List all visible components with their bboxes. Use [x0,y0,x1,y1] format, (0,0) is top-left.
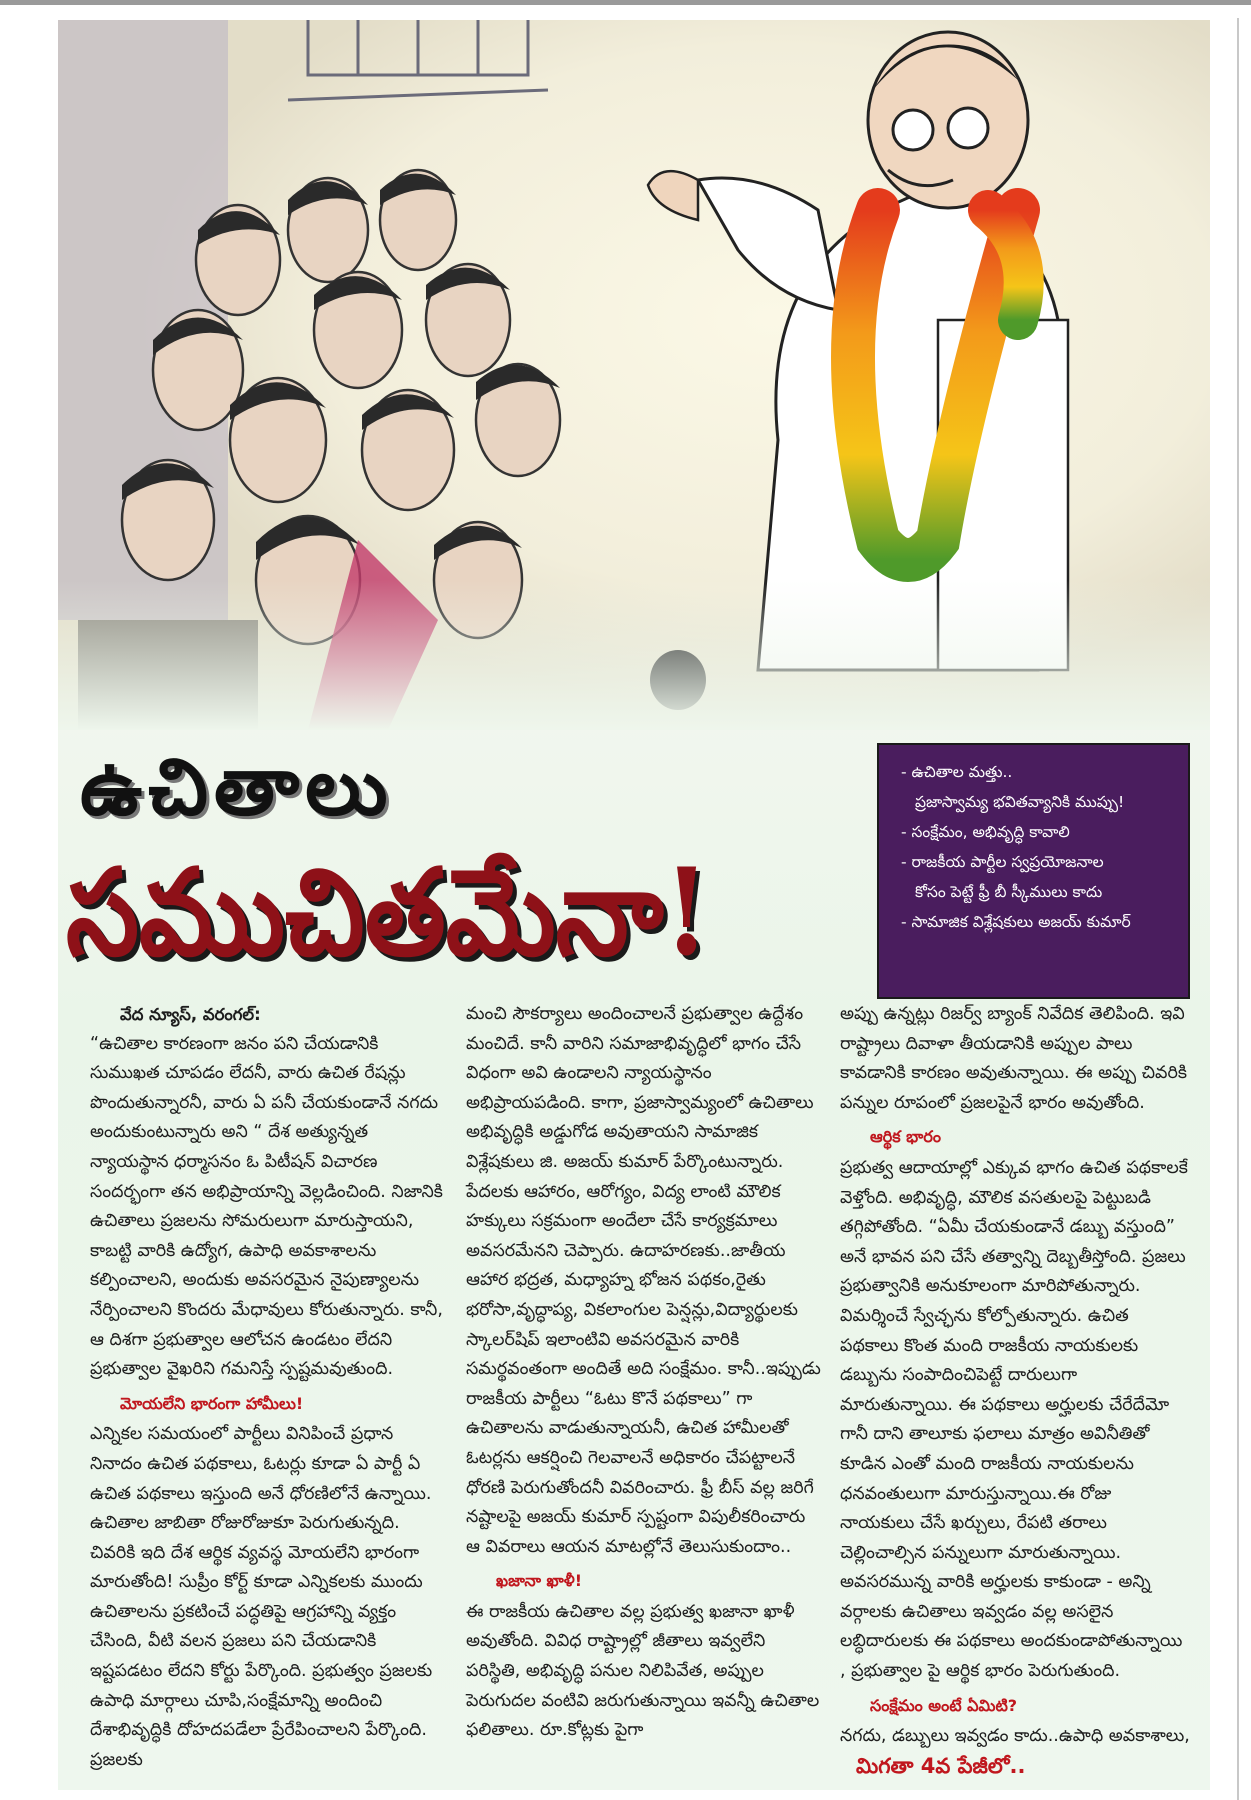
article-paragraph: ఈ రాజకీయ ఉచితాల వల్ల ప్రభుత్వ ఖజానా ఖాళీ అవుతోంది. వివిధ రాష్ట్రాల్లో జీతాలు ఇవ్వలేని పరిస్థితి, అభివృద్ధి పనుల నిలిపివేత, అప్పుల పెరుగుదల వంటివి జరుగుతున్నాయి ఇవన్నీ ఉచితాల ఫలితాలు. రూ.కోట్లకు పైగా [466,1601,820,1741]
subheading: ఖజానా ఖాళీ! [496,1571,583,1591]
continued-on-page-note: మిగతా 4వ పేజీలో.. [856,1753,1026,1778]
subheading: సంక్షేమం అంటే ఏమిటి? [870,1695,1018,1715]
highlight-line: ప్రజాస్వామ్య భవితవ్యానికి ముప్పు! [915,793,1125,811]
article-paragraph-final [840,1722,1190,1783]
article-paragraph: “ఉచితాల కారణంగా జనం పని చేయడానికి సుముఖత చూపడం లేదనీ, వారు ఉచిత రేషన్లు పొందుతున్నారనీ, వారు ఏ పనీ చేయకుండానే నగదు అందుకుంటున్నారు అని “ దేశ అత్యున్నత న్యాయస్థాన ధర్మాసనం ఓ పిటీషన్ విచారణ సందర్భంగా తన అభిప్రాయాన్ని వెల్లడించింది. నిజానికి ఉచితాలు ప్రజలను సోమరులుగా మారుస్తాయని, కాబట్టి వారికి ఉద్యోగ, ఉపాధి అవకాశాలను కల్పించాలని, అందుకు అవసరమైన నైపుణ్యాలను నేర్పించాలని కొందరు మేధావులు కోరుతున్నారు. కానీ, ఆ దిశగా ప్రభుత్వాల ఆలోచన ఉండటం లేదని ప్రభుత్వాల వైఖరిని గమనిస్తే స్పష్టమవుతుంది. [90,1033,443,1380]
article-paragraph: అప్పు ఉన్నట్లు రిజర్వ్ బ్యాంక్ నివేదిక తెలిపింది. ఇవి రాష్ట్రాలు దివాళా తీయడానికి అప్పుల పాలు కావడానికి కారణం అవుతున్నాయి. ఈ అప్పు చివరికి పన్నుల రూపంలో ప్రజలపైనే భారం అవుతోంది. [840,1004,1188,1113]
headline-line-2: సముచితమేనా! [66,841,710,983]
dateline: వేద న్యూస్, వరంగల్: [120,1005,261,1024]
article-paragraph: ప్రభుత్వ ఆదాయాల్లో ఎక్కువ భాగం ఉచిత పథకాలకే వెళ్తోంది. అభివృద్ధి, మౌలిక వసతులపై పెట్టుబడి తగ్గిపోతోంది. “ఏమీ చేయకుండానే డబ్బు వస్తుంది” అనే భావన పని చేసే తత్వాన్ని దెబ్బతీస్తోంది. ప్రజలు ప్రభుత్వానికి అనుకూలంగా మారిపోతున్నారు. విమర్శించే స్వేచ్ఛను కోల్పోతున్నారు. ఉచిత పథకాలు కొంత మంది రాజకీయ నాయకులకు డబ్బును సంపాదించిపెట్టే దారులుగా మారుతున్నాయి. ఈ పథకాలు అర్హులకు చేరేదేమో గానీ దాని తాలూకు ఫలాలు మాత్రం అవినీతితో కూడిన ఎంతో మంది రాజకీయ నాయకులను ధనవంతులుగా మారుస్తున్నాయి.ఈ రోజు నాయకులు చేసే ఖర్చులు, రేపటి తరాలు చెల్లించాల్సిన పన్నులుగా మారుతున్నాయి. అవసరమున్న వారికి అర్హులకు కాకుండా - అన్ని వర్గాలకు ఉచితాలు ఇవ్వడం వల్ల అసలైన లబ్ధిదారులకు ఈ పథకాలు అందకుండాపోతున్నాయి , ప్రభుత్వాల పై ఆర్థిక భారం పెరుగుతుంది. [840,1157,1188,1682]
article-paragraph: ఎన్నికల సమయంలో పార్టీలు వినిపించే ప్రధాన నినాదం ఉచిత పథకాలు, ఓటర్లు కూడా ఏ పార్టీ ఏ ఉచిత పథకాలు ఇస్తుంది అనే ధోరణిలోనే ఉన్నాయి. ఉచితాల జాబితా రోజురోజుకూ పెరుగుతున్నది. చివరికి ఇది దేశ ఆర్థిక వ్యవస్థ మోయలేని భారంగా మారుతోంది! సుప్రీం కోర్ట్ కూడా ఎన్నికలకు ముందు ఉచితాలను ప్రకటించే పద్ధతిపై ఆగ్రహాన్ని వ్యక్తం చేసింది, వీటి వలన ప్రజలు పని చేయడానికి ఇష్టపడటం లేదని కోర్టు పేర్కొంది. ప్రభుత్వం ప్రజలకు ఉపాధి మార్గాలు చూపి,సంక్షేమాన్ని అందించి దేశాభివృద్ధికి దోహదపడేలా ప్రేరేపించాలని పేర్కొంది. ప్రజలకు [90,1424,433,1770]
article-column-2 [466,1000,823,1746]
article-paragraph: నగదు, డబ్బులు ఇవ్వడం కాదు..ఉపాధి అవకాశాలు, [840,1726,1190,1747]
headline-line-1: ఉచితాలు [80,742,394,833]
top-rule [0,0,1251,5]
highlight-line: - సామాజిక విశ్లేషకులు అజయ్ కుమార్ [901,913,1131,931]
subheading: మోయలేని భారంగా హామీలు! [120,1393,304,1413]
article-column-1 [90,1000,444,1775]
article-paragraph: మంచి సౌకర్యాలు అందించాలనే ప్రభుత్వాల ఉద్దేశం మంచిదే. కానీ వారిని సమాజాభివృద్ధిలో భాగం చేసే విధంగా అవి ఉండాలని న్యాయస్థానం అభిప్రాయపడింది. కాగా, ప్రజాస్వామ్యంలో ఉచితాలు అభివృద్ధికి అడ్డుగోడ అవుతాయని సామాజిక విశ్లేషకులు జి. అజయ్ కుమార్ పేర్కొంటున్నారు. పేదలకు ఆహారం, ఆరోగ్యం, విద్య లాంటి మౌలిక హక్కులు సక్రమంగా అందేలా చేసే కార్యక్రమాలు అవసరమేనని చెప్పారు. ఉదాహరణకు..జాతీయ ఆహార భద్రత, మధ్యాహ్న భోజన పథకం,రైతు భరోసా,వృద్ధాప్య, వికలాంగుల పెన్షన్లు,విద్యార్థులకు స్కాలర్‌షిప్ ఇలాంటివి అవసరమైన వారికి సమర్థవంతంగా అందితే అది సంక్షేమం. కానీ..ఇప్పుడు రాజకీయ పార్టీలు “ఓటు కొనే పథకాలు” గా ఉచితాలను వాడుతున్నాయనీ, ఉచిత హామీలతో ఓటర్లను ఆకర్షించి గెలవాలనే అధికారం చేపట్టాలనే ధోరణి పెరుగుతోందనీ వివరించారు. ఫ్రీ బీస్ వల్ల జరిగే నష్టాలపై అజయ్ కుమార్ స్పష్టంగా విపులీకరించారు ఆ వివరాలు ఆయన మాటల్లోనే తెలుసుకుందాం.. [466,1004,821,1557]
subheading: ఆర్థిక భారం [870,1127,941,1147]
highlights-box [877,743,1190,999]
newspaper-page [58,20,1210,1790]
cartoon-illustration [58,20,1210,730]
highlight-line: - సంక్షేమం, అభివృద్ధి కావాలి [901,823,1070,841]
highlight-line: కోసం పెట్టే ఫ్రీ బీ స్కీములు కాదు [915,883,1103,901]
highlight-line: - ఉచితాల మత్తు.. [901,763,1013,781]
highlight-line: - రాజకీయ పార్టీల స్వప్రయోజనాల [901,853,1104,871]
article-column-3 [840,1000,1190,1783]
right-rule [1237,18,1239,1800]
headline-block [58,720,878,990]
